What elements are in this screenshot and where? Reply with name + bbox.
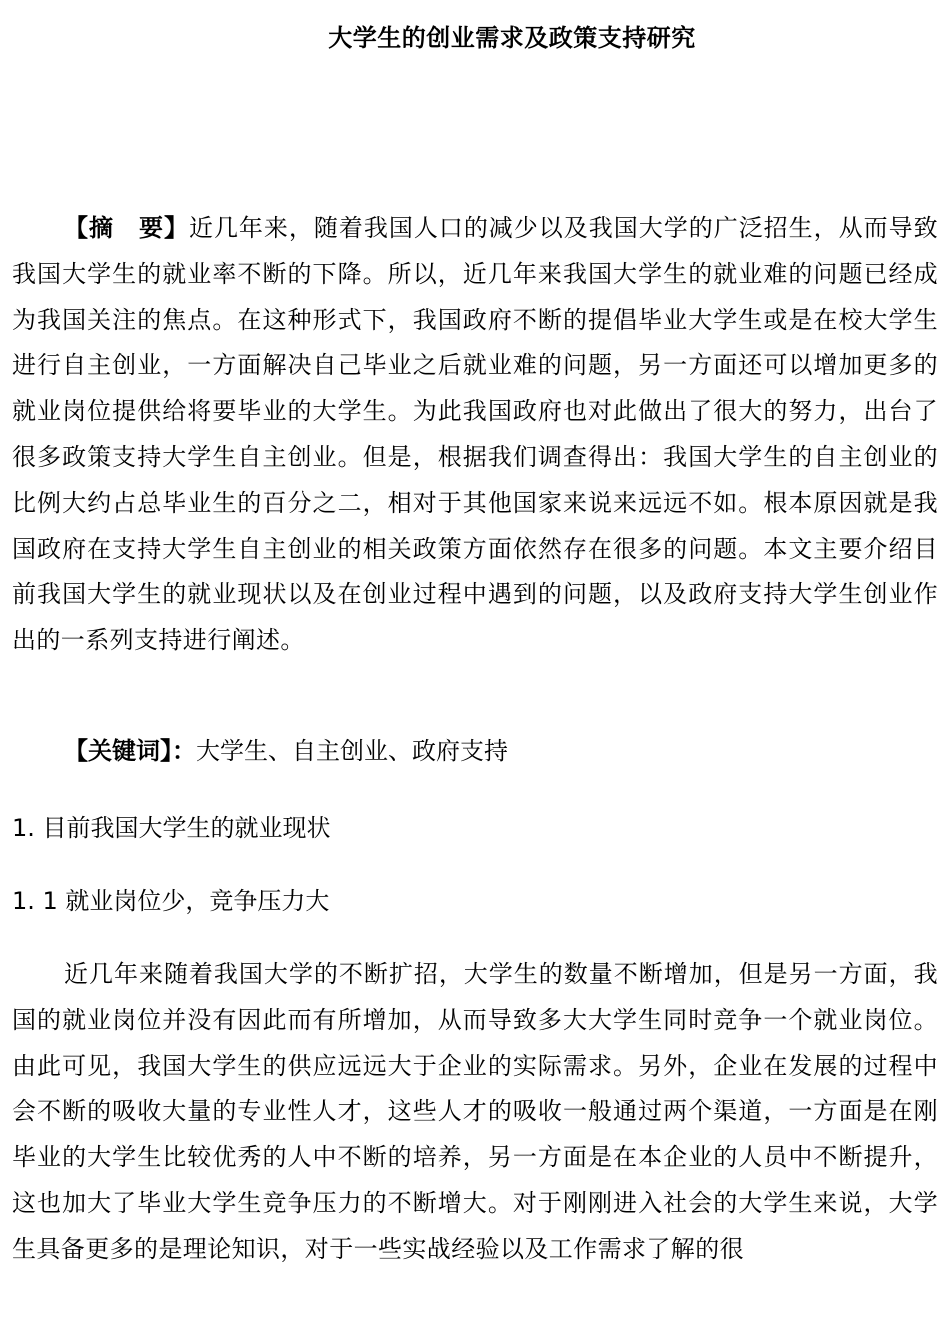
section-1-1-paragraph: 近几年来随着我国大学的不断扩招，大学生的数量不断增加，但是另一方面，我国的就业岗位并没有因此而有所增加，从而导致多大大学生同时竞争一个就业岗位。由此可见，我国大学生的供应远远大于企业的实际需求。另外，企业在发展的过程中会不断的吸收大量的专业性人才，这些人才的吸收一般通过两个渠道，一方面是在刚毕业的大学生比较优秀的人中不断的培养，另一方面是在本企业的人员中不断提升，这也加大了毕业大学生竞争压力的不断增大。对于刚刚进入社会的大学生来说，大学生具备更多的是理论知识，对于一些实战经验以及工作需求了解的很: [12, 960, 938, 1263]
keywords-text: 大学生、自主创业、政府支持: [196, 737, 508, 765]
keywords-line: [64, 729, 508, 775]
section-heading-1: 1. 目前我国大学生的就业现状: [12, 814, 331, 842]
keywords-separator: ：: [172, 737, 196, 765]
abstract-label: 【摘 要】: [64, 214, 189, 242]
section-heading-1-1: 1. 1 就业岗位少，竞争压力大: [12, 887, 330, 915]
abstract-text: 近几年来，随着我国人口的减少以及我国大学的广泛招生，从而导致我国大学生的就业率不断的下降。所以，近几年来我国大学生的就业难的问题已经成为我国关注的焦点。在这种形式下，我国政府不断的提倡毕业大学生或是在校大学生进行自主创业，一方面解决自己毕业之后就业难的问题，另一方面还可以增加更多的就业岗位提供给将要毕业的大学生。为此我国政府也对此做出了很大的努力，出台了很多政策支持大学生自主创业。但是，根据我们调查得出：我国大学生的自主创业的比例大约占总毕业生的百分之二，相对于其他国家来说来远远不如。根本原因就是我国政府在支持大学生自主创业的相关政策方面依然存在很多的问题。本文主要介绍目前我国大学生的就业现状以及在创业过程中遇到的问题，以及政府支持大学生创业作出的一系列支持进行阐述。: [12, 214, 939, 655]
document-title: 大学生的创业需求及政策支持研究: [328, 24, 696, 52]
abstract-paragraph: [12, 206, 938, 664]
keywords-label: 【关键词】: [64, 737, 172, 765]
